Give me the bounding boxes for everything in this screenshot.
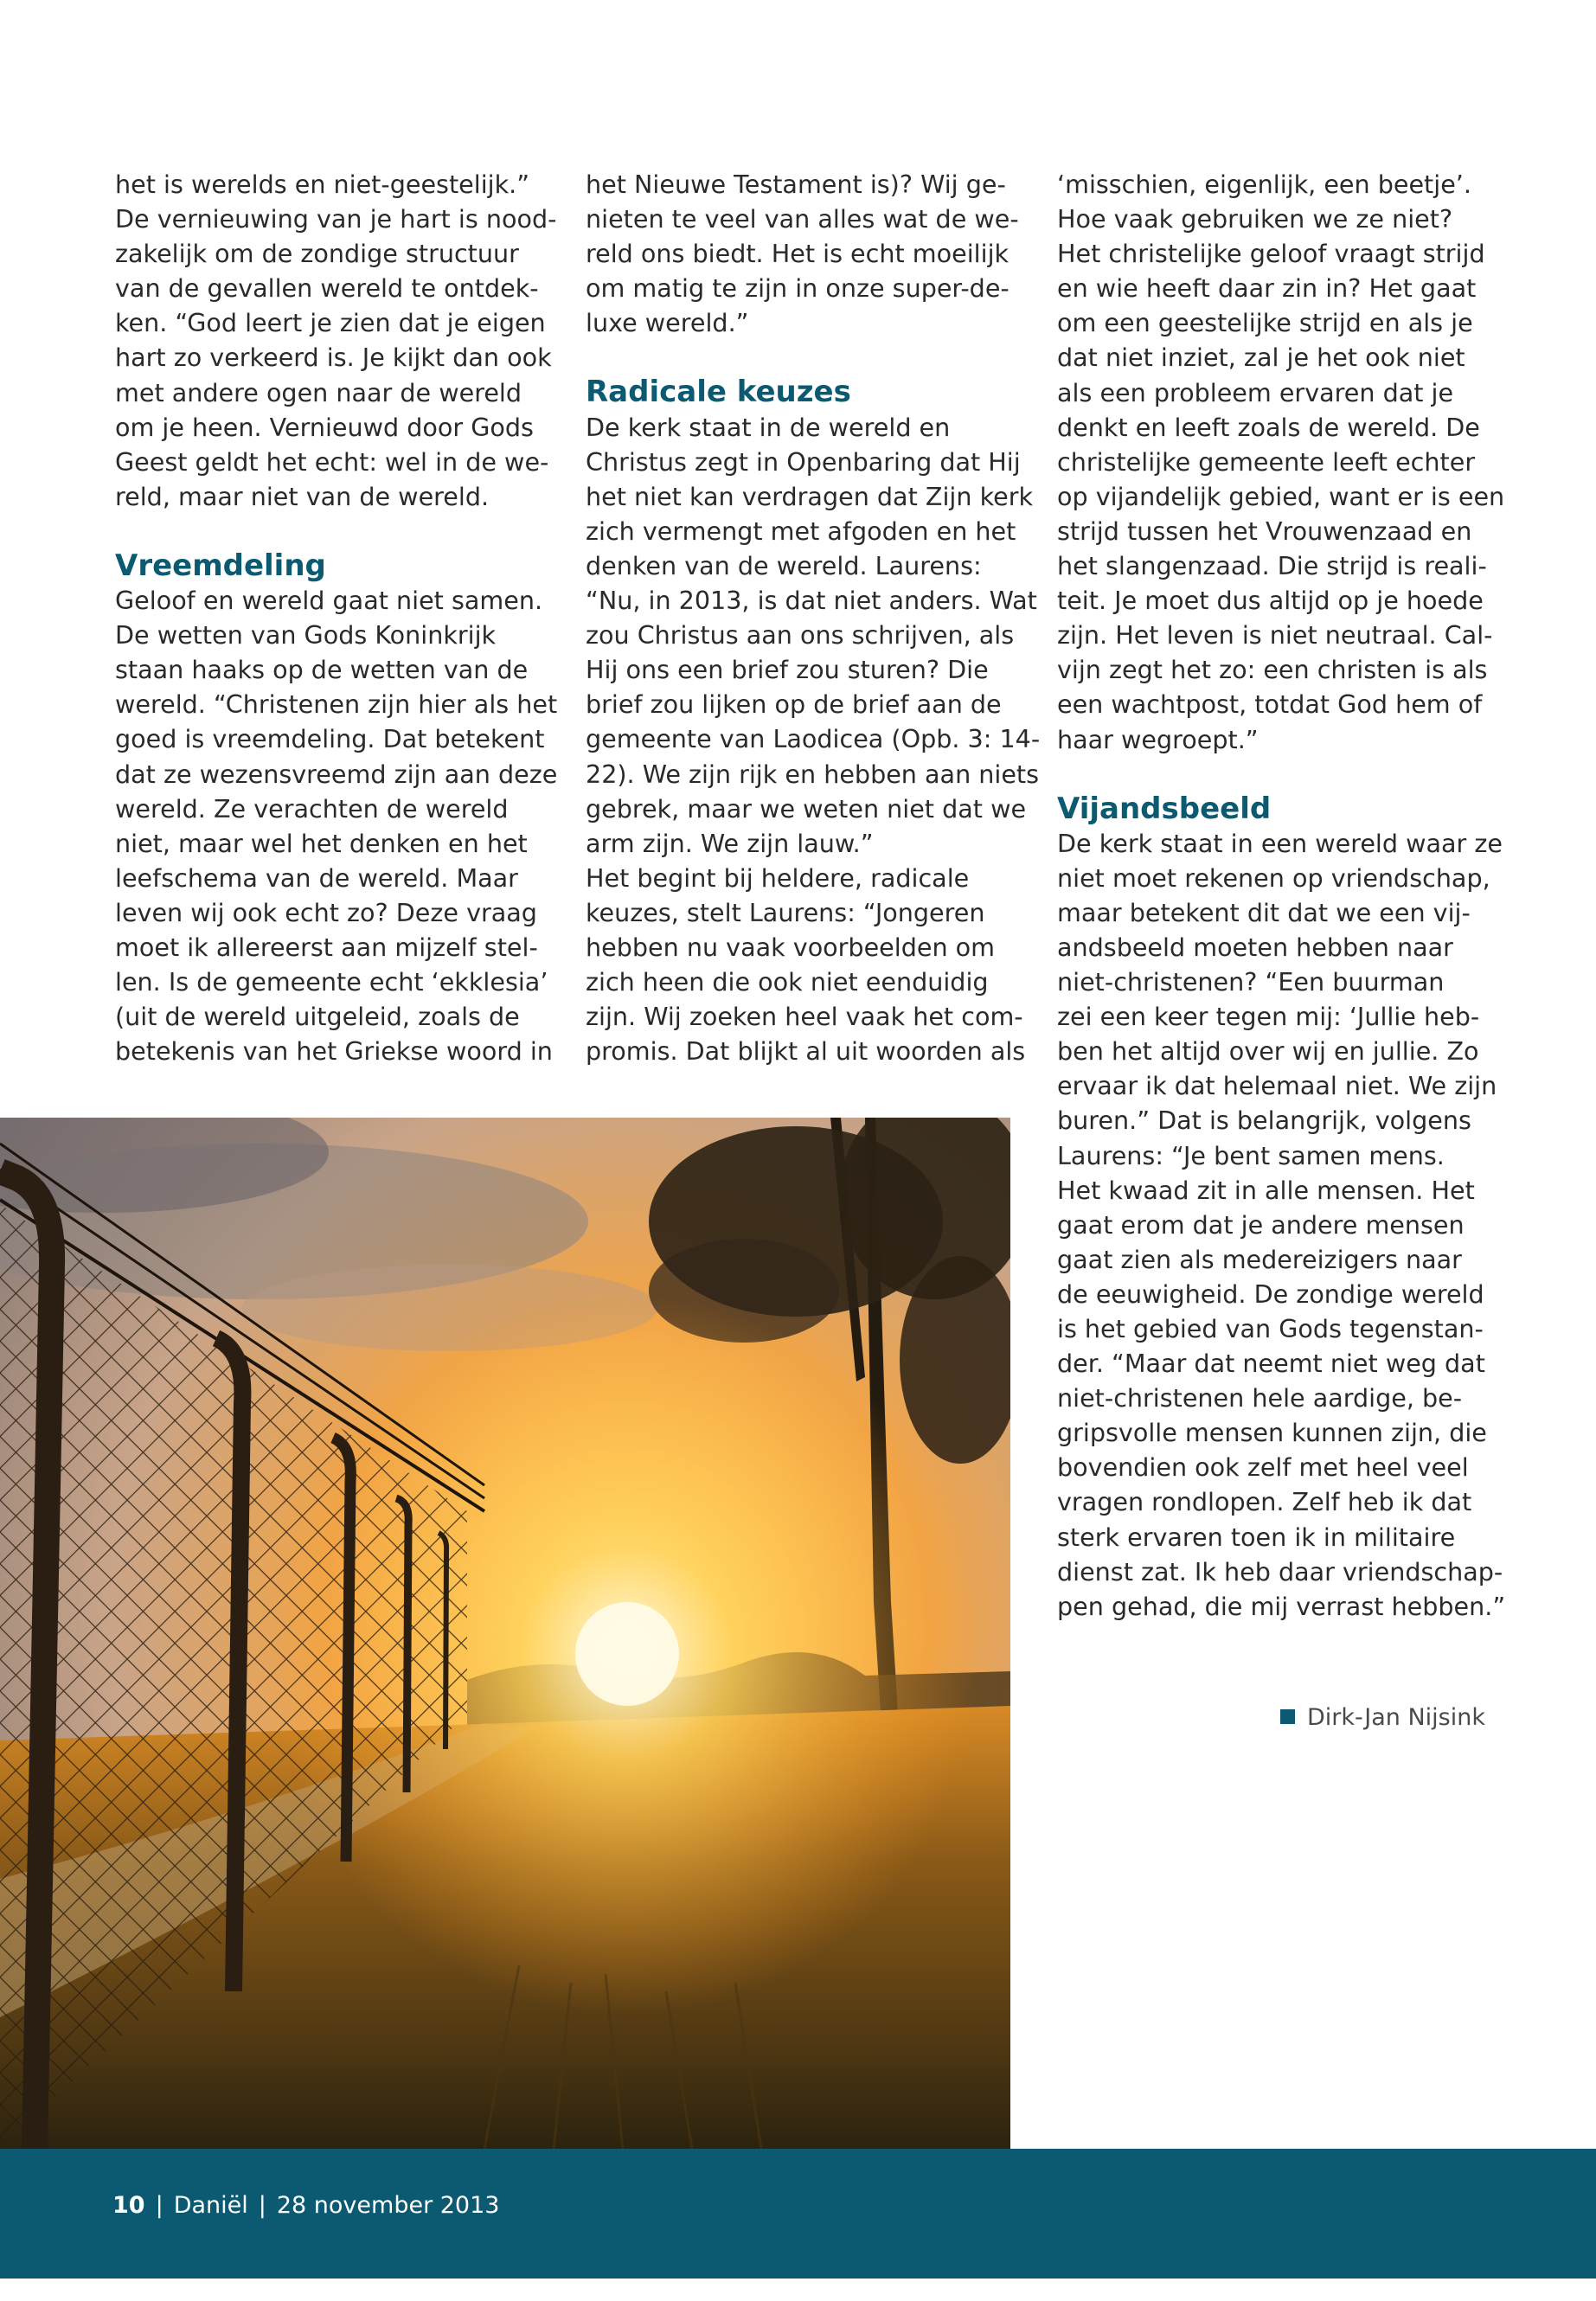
article-column-1 (115, 167, 569, 1068)
page-number: 10 (112, 2192, 145, 2219)
text-line: buren.” Dat is belangrijk, volgens (1057, 1106, 1471, 1136)
col1-paragraphs-a (115, 167, 569, 514)
text-line: zich heen die ook niet eenduidig (586, 967, 989, 997)
text-line: zei een keer tegen mij: ‘Jullie heb- (1057, 1002, 1480, 1032)
page-footer (0, 2149, 1596, 2279)
text-line: Hoe vaak gebruiken we ze niet? (1057, 204, 1453, 234)
text-line: sterk ervaren toen ik in militaire (1057, 1522, 1456, 1552)
text-line: Geest geldt het echt: wel in de we- (115, 446, 549, 477)
text-line: het slangenzaad. Die strijd is reali- (1057, 551, 1487, 581)
text-line: arm zijn. We zijn lauw.” (586, 828, 874, 858)
footer-separator: | (258, 2192, 266, 2219)
text-line: staan haaks op de wetten van de (115, 655, 529, 685)
text-line: der. “Maar dat neemt niet weg dat (1057, 1349, 1485, 1379)
text-line: pen gehad, die mij verrast hebben.” (1057, 1591, 1506, 1621)
author-name: Dirk-Jan Nijsink (1307, 1704, 1485, 1731)
text-line: leefschema van de wereld. Maar (115, 862, 518, 893)
text-line: haar wegroept.” (1057, 724, 1259, 754)
text-line: ken. “God leert je zien dat je eigen (115, 308, 546, 338)
text-line: dienst zat. Ik heb daar vriendschap- (1057, 1556, 1503, 1586)
text-line: zijn. Wij zoeken heel vaak het com- (586, 1002, 1023, 1032)
section-heading-radicale-keuzes: Radicale keuzes (586, 375, 851, 410)
text-line: De vernieuwing van je hart is nood- (115, 204, 557, 234)
text-line: het is werelds en niet-geestelijk.” (115, 170, 530, 199)
section-heading-vreemdeling: Vreemdeling (115, 548, 326, 583)
text-line: Het christelijke geloof vraagt strijd (1057, 239, 1485, 269)
issue-date: 28 november 2013 (276, 2192, 500, 2219)
text-line: een wachtpost, totdat God hem of (1057, 689, 1483, 720)
text-line: om een geestelijke strijd en als je (1057, 308, 1473, 338)
text-line: (uit de wereld uitgeleid, zoals de (115, 1002, 520, 1032)
text-line: van de gevallen wereld te ontdek- (115, 273, 539, 304)
text-line: christelijke gemeente leeft echter (1057, 446, 1476, 477)
text-line: is het gebied van Gods tegenstan- (1057, 1314, 1484, 1343)
text-line: vragen rondlopen. Zelf heb ik dat (1057, 1487, 1472, 1517)
text-line: maar betekent dit dat we een vij- (1057, 897, 1471, 927)
text-line: niet moet rekenen op vriendschap, (1057, 862, 1490, 893)
text-line: De kerk staat in de wereld en (586, 412, 951, 442)
col3-paragraphs-b (1057, 826, 1511, 1624)
text-line: Het kwaad zit in alle mensen. Het (1057, 1175, 1475, 1205)
text-line: leven wij ook echt zo? Deze vraag (115, 897, 537, 927)
text-line: ben het altijd over wij en jullie. Zo (1057, 1036, 1479, 1067)
col2-paragraphs-a (586, 167, 1040, 340)
text-line: de eeuwigheid. De zondige wereld (1057, 1279, 1484, 1309)
text-line: gebrek, maar we weten niet dat we (586, 793, 1027, 824)
text-line: dat ze wezensvreemd zijn aan deze (115, 759, 558, 789)
col2-paragraphs-b (586, 410, 1040, 1069)
text-line: gripsvolle mensen kunnen zijn, die (1057, 1418, 1487, 1448)
text-line: luxe wereld.” (586, 308, 749, 338)
text-line: Hij ons een brief zou sturen? Die (586, 655, 989, 685)
text-line: dat niet inziet, zal je het ook niet (1057, 343, 1465, 373)
text-line: om je heen. Vernieuwd door Gods (115, 412, 534, 442)
text-line: De wetten van Gods Koninkrijk (115, 620, 497, 651)
text-line: 22). We zijn rijk en hebben aan niets (586, 759, 1040, 789)
text-line: Laurens: “Je bent samen mens. (1057, 1140, 1445, 1170)
text-line: De kerk staat in een wereld waar ze (1057, 828, 1503, 858)
text-line: Christus zegt in Openbaring dat Hij (586, 446, 1021, 477)
byline-square-icon (1280, 1709, 1295, 1724)
article-column-3 (1057, 167, 1511, 1624)
text-line: gemeente van Laodicea (Opb. 3: 14- (586, 724, 1041, 754)
text-line: goed is vreemdeling. Dat betekent (115, 724, 545, 754)
text-line: als een probleem ervaren dat je (1057, 377, 1454, 407)
text-line: Geloof en wereld gaat niet samen. (115, 586, 543, 616)
text-line: zakelijk om de zondige structuur (115, 239, 519, 269)
text-line: wereld. “Christenen zijn hier als het (115, 689, 558, 720)
text-line: gaat erom dat je andere mensen (1057, 1209, 1465, 1240)
text-line: en wie heeft daar zin in? Het gaat (1057, 273, 1477, 304)
text-line: reld, maar niet van de wereld. (115, 481, 490, 511)
text-line: ‘misschien, eigenlijk, een beetje’. (1057, 170, 1471, 199)
col1-paragraphs-b (115, 583, 569, 1068)
text-line: vijn zegt het zo: een christen is als (1057, 655, 1488, 685)
text-line: het Nieuwe Testament is)? Wij ge- (586, 170, 1006, 199)
text-line: bovendien ook zelf met heel veel (1057, 1452, 1469, 1483)
text-line: nieten te veel van alles wat de we- (586, 204, 1019, 234)
text-line: gaat zien als medereizigers naar (1057, 1244, 1462, 1274)
magazine-name: Daniël (173, 2192, 248, 2219)
text-line: niet-christenen? “Een buurman (1057, 967, 1445, 997)
text-line: niet-christenen hele aardige, be- (1057, 1383, 1463, 1413)
text-line: zou Christus aan ons schrijven, als (586, 620, 1015, 651)
article-column-2 (586, 167, 1040, 1068)
text-line: reld ons biedt. Het is echt moeilijk (586, 239, 1010, 269)
text-line: het niet kan verdragen dat Zijn kerk (586, 481, 1034, 511)
footer-info (112, 2192, 499, 2219)
text-line: brief zou lijken op de brief aan de (586, 689, 1002, 720)
text-line: denkt en leeft zoals de wereld. De (1057, 412, 1480, 442)
section-heading-vijandsbeeld: Vijandsbeeld (1057, 791, 1272, 826)
col3-paragraphs-a (1057, 167, 1511, 757)
text-line: promis. Dat blijkt al uit woorden als (586, 1036, 1026, 1067)
text-line: len. Is de gemeente echt ‘ekklesia’ (115, 967, 548, 997)
sunset-fence-photo (0, 1118, 1010, 2149)
footer-separator: | (155, 2192, 163, 2219)
text-line: hebben nu vaak voorbeelden om (586, 932, 996, 962)
text-line: op vijandelijk gebied, want er is een (1057, 481, 1505, 511)
text-line: wereld. Ze verachten de wereld (115, 793, 509, 824)
text-line: denken van de wereld. Laurens: (586, 550, 982, 580)
text-line: zijn. Het leven is niet neutraal. Cal- (1057, 620, 1493, 651)
text-line: met andere ogen naar de wereld (115, 377, 522, 407)
text-line: niet, maar wel het denken en het (115, 828, 528, 858)
text-line: zich vermengt met afgoden en het (586, 516, 1016, 546)
text-line: andsbeeld moeten hebben naar (1057, 932, 1453, 962)
author-byline (1280, 1704, 1485, 1731)
text-line: teit. Je moet dus altijd op je hoede (1057, 586, 1484, 616)
text-line: keuzes, stelt Laurens: “Jongeren (586, 897, 985, 927)
text-line: betekenis van het Griekse woord in (115, 1036, 553, 1067)
text-line: om matig te zijn in onze super-de- (586, 273, 1010, 304)
text-line: hart zo verkeerd is. Je kijkt dan ook (115, 343, 552, 373)
text-line: ervaar ik dat helemaal niet. We zijn (1057, 1071, 1497, 1101)
text-line: moet ik allereerst aan mijzelf stel- (115, 932, 538, 962)
text-line: strijd tussen het Vrouwenzaad en (1057, 516, 1472, 546)
text-line: Het begint bij heldere, radicale (586, 862, 970, 893)
text-line: “Nu, in 2013, is dat niet anders. Wat (586, 586, 1037, 616)
